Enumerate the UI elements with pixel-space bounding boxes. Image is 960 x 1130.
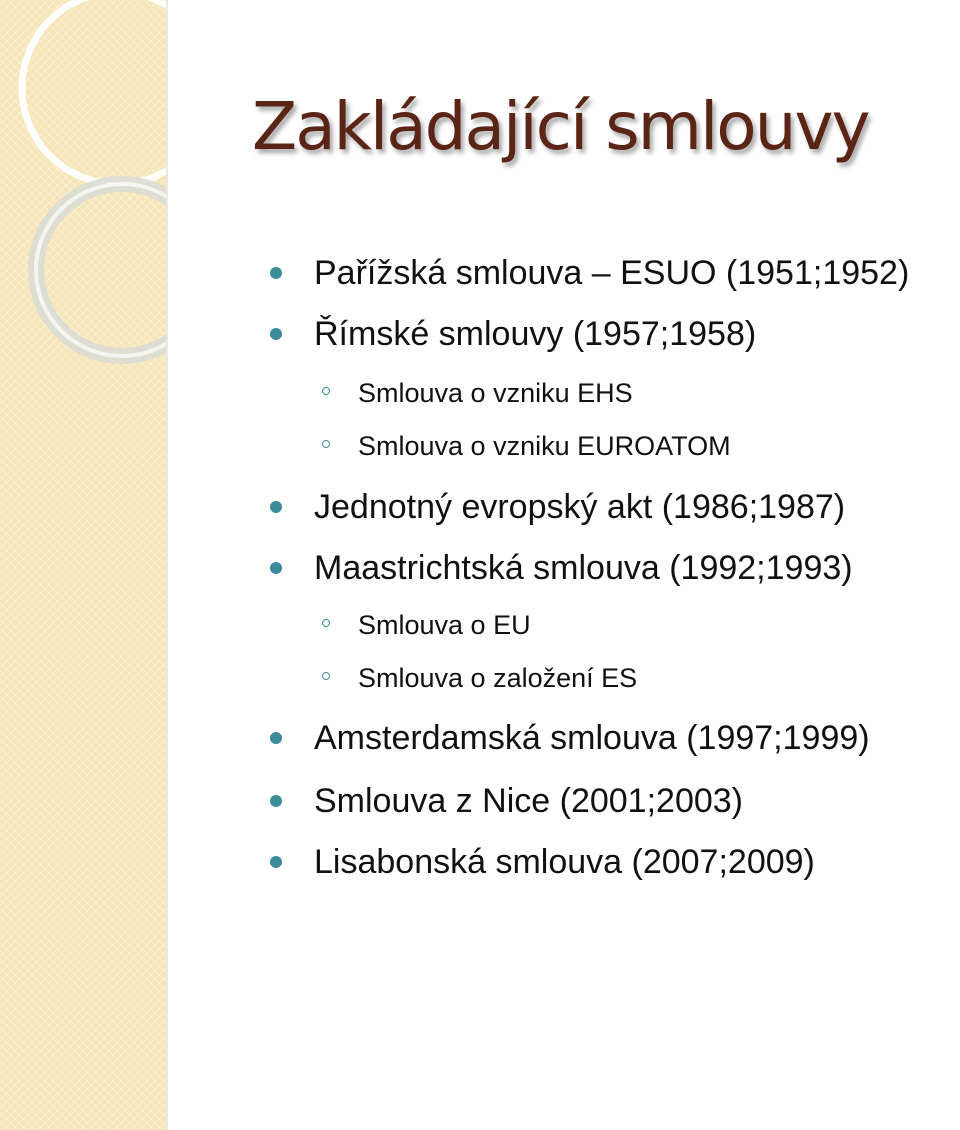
- sub-list-item-text: Smlouva o vzniku EUROATOM: [358, 431, 731, 461]
- list-item-text: Amsterdamská smlouva (1997;1999): [314, 719, 870, 757]
- bullet-ring-icon: [322, 619, 330, 627]
- list-item-text: Maastrichtská smlouva (1992;1993): [314, 549, 853, 587]
- list-item-text: Lisabonská smlouva (2007;2009): [314, 843, 815, 881]
- side-panel-edge: [166, 0, 168, 1130]
- bullet-dot-icon: [270, 856, 282, 868]
- bullet-dot-icon: [270, 795, 282, 807]
- list-item-text: Římské smlouvy (1957;1958): [314, 315, 757, 353]
- list-item-text: Jednotný evropský akt (1986;1987): [314, 488, 846, 526]
- bullet-dot-icon: [270, 328, 282, 340]
- bullet-dot-icon: [270, 267, 282, 279]
- bullet-dot-icon: [270, 501, 282, 513]
- bullet-ring-icon: [322, 387, 330, 395]
- bullet-dot-icon: [270, 732, 282, 744]
- list-item-text: Smlouva z Nice (2001;2003): [314, 782, 744, 820]
- sub-list-item-text: Smlouva o vzniku EHS: [358, 378, 633, 408]
- sub-list-item-text: Smlouva o EU: [358, 610, 531, 640]
- sub-list-item-text: Smlouva o založení ES: [358, 663, 638, 693]
- slide-title: Zakládající smlouvy: [252, 88, 869, 165]
- bullet-ring-icon: [322, 672, 330, 680]
- bullet-dot-icon: [270, 562, 282, 574]
- decorative-rings: [0, 0, 166, 380]
- bullet-ring-icon: [322, 440, 330, 448]
- list-item-text: Pařížská smlouva – ESUO (1951;1952): [314, 254, 910, 292]
